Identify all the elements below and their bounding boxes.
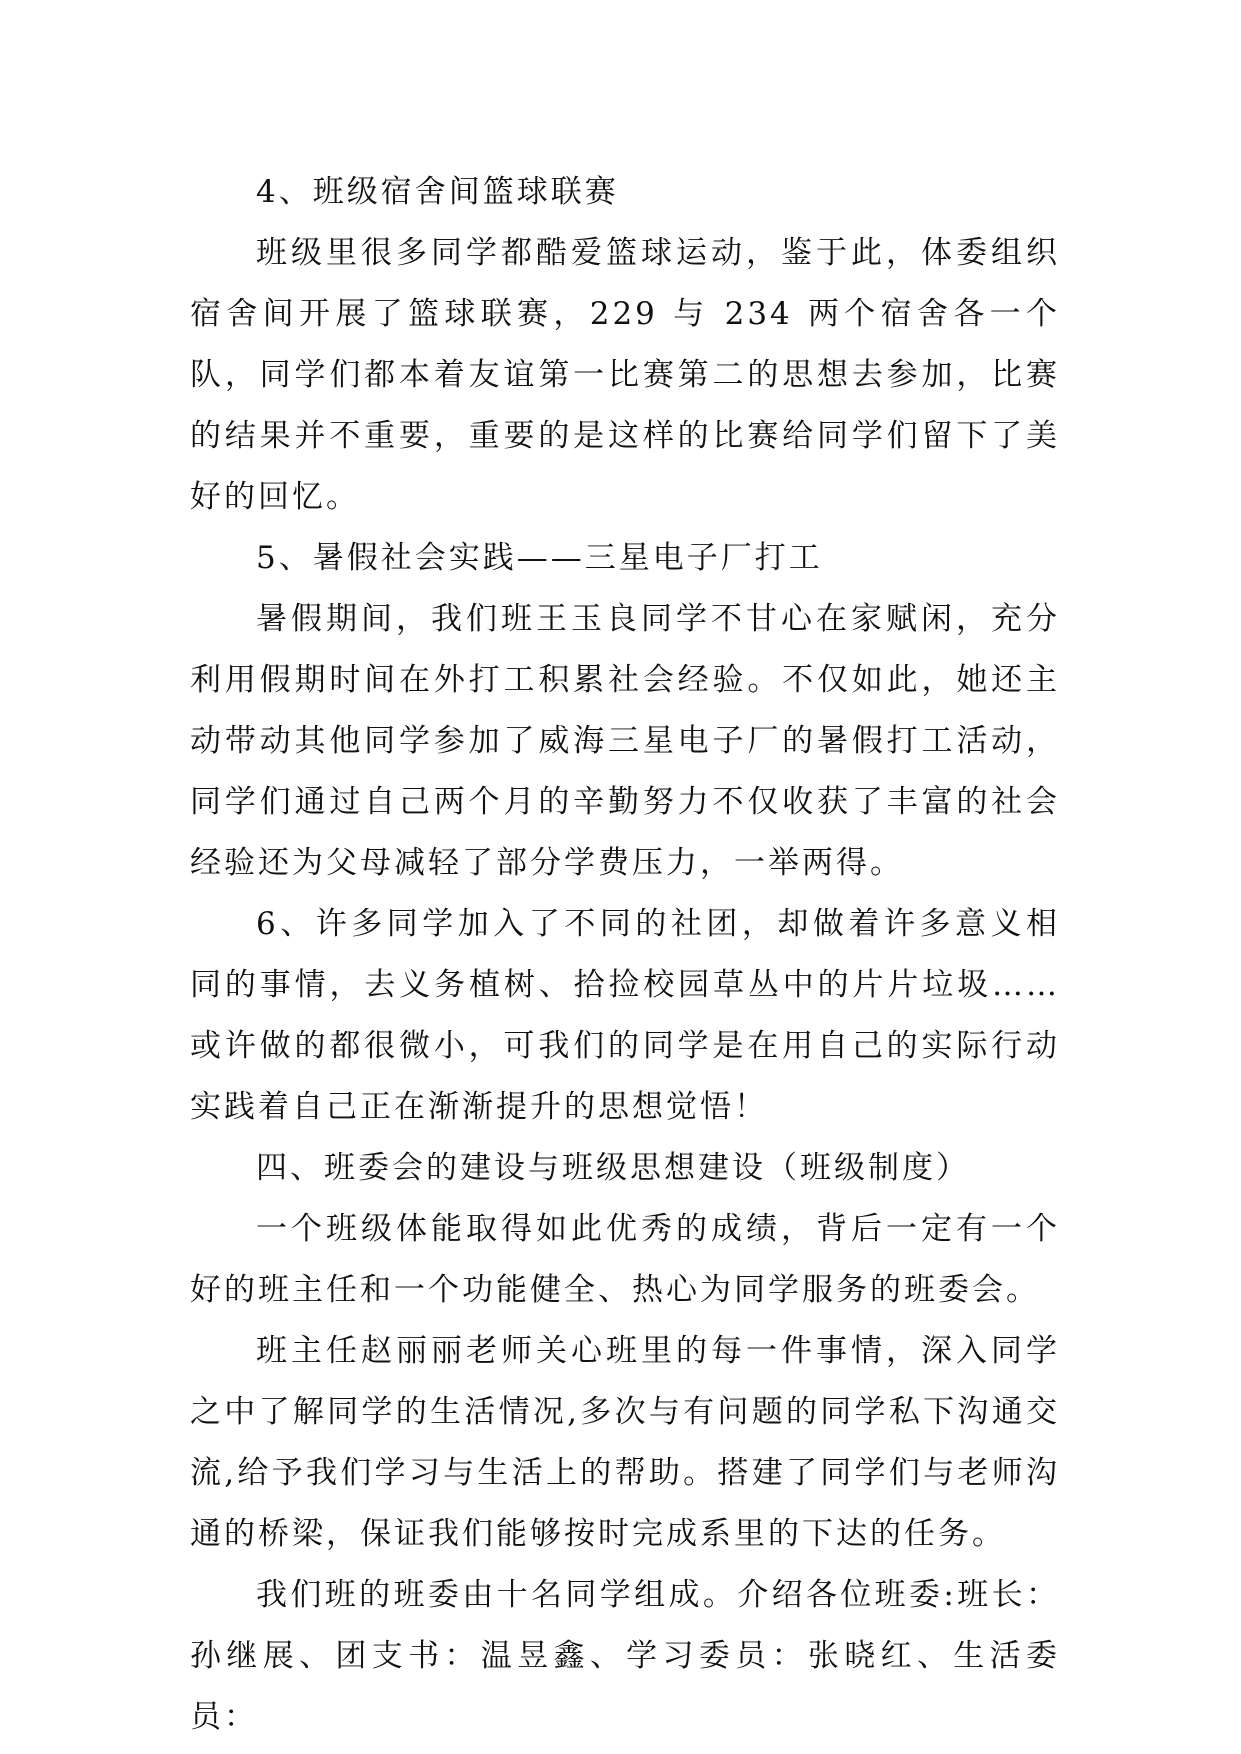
paragraph-summer-practice: 暑假期间，我们班王玉良同学不甘心在家赋闲，充分利用假期时间在外打工积累社会经验。不仅如此，她还主动带动其他同学参加了威海三星电子厂的暑假打工活动，同学们通过自己两个月的辛勤努力不仅收获了丰富的社会经验还为父母减轻了部分学费压力，一举两得。 (190, 601, 1060, 881)
section-heading-class-committee: 四、班委会的建设与班级思想建设（班级制度） (256, 1150, 970, 1186)
document-body (190, 162, 1060, 1748)
paragraph-head-teacher: 班主任赵丽丽老师关心班里的每一件事情，深入同学之中了解同学的生活情况,多次与有问题的同学私下沟通交流,给予我们学习与生活上的帮助。搭建了同学们与老师沟通的桥梁，保证我们能够按时完成系里的下达的任务。 (190, 1333, 1060, 1552)
paragraph-class-achievement: 一个班级体能取得如此优秀的成绩，背后一定有一个好的班主任和一个功能健全、热心为同学服务的班委会。 (190, 1211, 1060, 1308)
paragraph-clubs: 6、许多同学加入了不同的社团，却做着许多意义相同的事情，去义务植树、拾捡校园草丛中的片片垃圾……或许做的都很微小，可我们的同学是在用自己的实际行动实践着自己正在渐渐提升的思想觉悟！ (190, 906, 1060, 1125)
section-heading-summer-practice: 5、暑假社会实践——三星电子厂打工 (256, 540, 823, 576)
paragraph-committee-members: 我们班的班委由十名同学组成。介绍各位班委:班长：孙继展、团支书：温昱鑫、学习委员：张晓红、生活委员： (190, 1577, 1060, 1735)
paragraph-basketball: 班级里很多同学都酷爱篮球运动，鉴于此，体委组织宿舍间开展了篮球联赛，229 与 234 两个宿舍各一个队，同学们都本着友谊第一比赛第二的思想去参加，比赛的结果并不重要，重要的是这样的比赛给同学们留下了美好的回忆。 (190, 235, 1060, 515)
section-heading-basketball: 4、班级宿舍间篮球联赛 (256, 174, 619, 210)
